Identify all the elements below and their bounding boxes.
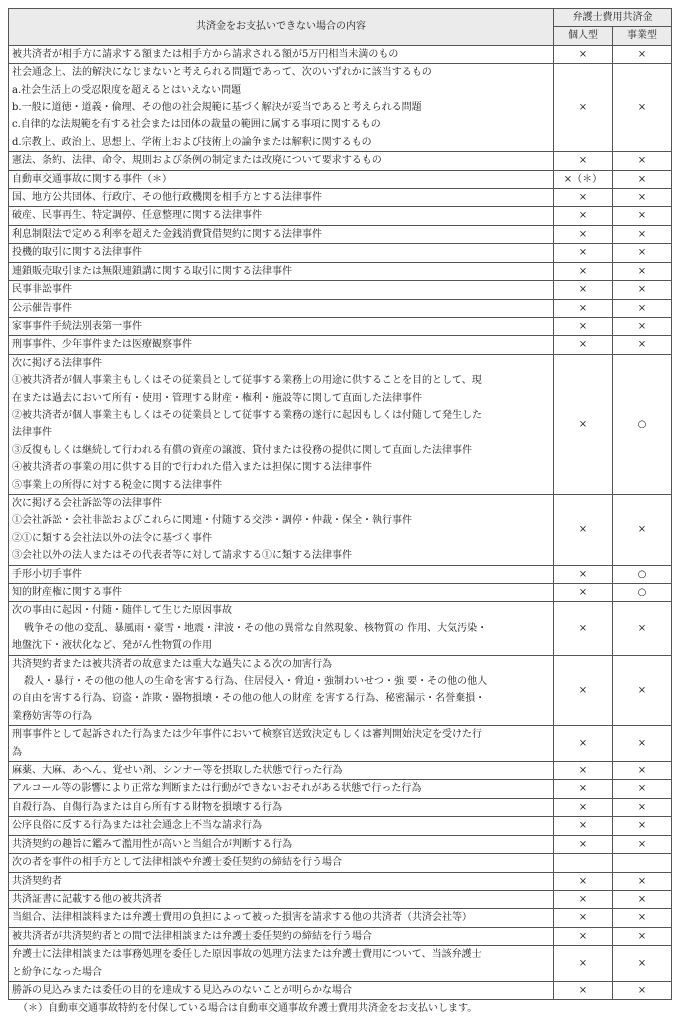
- exclusion-description: [9, 354, 554, 494]
- table-row: [9, 207, 672, 225]
- description-line: 次の事由に起因・付随・随伴して生じた原因事故: [12, 605, 232, 617]
- header-content-column: 共済金をお支払いできない場合の内容: [9, 9, 554, 46]
- table-row: [9, 317, 672, 335]
- business-type-mark: ×: [613, 317, 672, 335]
- business-type-mark: ×: [613, 281, 672, 299]
- table-row: [9, 946, 672, 982]
- description-line: アルコール等の影響により正常な判断または行動ができないおそれがある状態で行った行為: [12, 783, 422, 795]
- exclusion-description: [9, 780, 554, 798]
- description-line: 被共済者が共済契約者との間で法律相談または弁護士委任契約の締結を行う場合: [12, 930, 372, 942]
- description-line: 共済証書に記載する他の被共済者: [12, 893, 162, 905]
- individual-type-mark: ×: [554, 584, 613, 602]
- exclusion-description: [9, 189, 554, 207]
- individual-type-mark: ×: [554, 798, 613, 816]
- table-row: [9, 909, 672, 927]
- exclusion-description: [9, 655, 554, 726]
- description-line: ③会社以外の法人またはその代表者等に対して請求する①に類する法律事件: [12, 550, 352, 562]
- business-type-mark: ×: [613, 299, 672, 317]
- description-line: 刑事事件、少年事件または医療観察事件: [12, 339, 192, 351]
- table-row: [9, 602, 672, 655]
- individual-type-mark: ×: [554, 189, 613, 207]
- exclusion-description: [9, 64, 554, 152]
- table-header: [9, 9, 672, 46]
- exclusion-description: [9, 207, 554, 225]
- description-line: 知的財産権に関する事件: [12, 587, 122, 598]
- exclusion-description: [9, 170, 554, 188]
- exclusion-description: [9, 927, 554, 945]
- business-type-mark: ×: [613, 602, 672, 655]
- description-line: 地盤沈下・液状化など、発がん性物質の作用: [12, 640, 212, 652]
- table-row: [9, 817, 672, 835]
- description-line: c.自律的な法規範を有する社会または団体の裁量の範囲に属する事項に関するもの: [12, 119, 381, 131]
- header-individual-type: 個人型: [554, 27, 613, 45]
- table-row: [9, 281, 672, 299]
- description-line: 在または過去において所有・使用・管理する財産・権利・施設等に関して直面した法律事件: [12, 392, 422, 404]
- business-type-mark: ×: [613, 45, 672, 63]
- description-line: 当組合、法律相談料または弁護士費用の負担によって被った損害を請求する他の共済者（共済会社等）: [12, 912, 472, 924]
- individual-type-mark: ×: [554, 207, 613, 225]
- exclusion-description: [9, 299, 554, 317]
- business-type-mark: ×: [613, 817, 672, 835]
- business-type-mark: ×: [613, 780, 672, 798]
- description-line: 投機的取引に関する法律事件: [12, 247, 142, 259]
- business-type-mark: ○: [613, 565, 672, 583]
- individual-type-mark: ×: [554, 872, 613, 890]
- business-type-mark: ×: [613, 946, 672, 982]
- description-line: 共済契約者または被共済者の故意または重大な過失による次の加害行為: [12, 658, 332, 670]
- business-type-mark: ×: [613, 890, 672, 908]
- business-type-mark: ×: [613, 189, 672, 207]
- description-line: ②被共済者が個人事業主もしくはその従業員として従事する業務の遂行に起因もしくは付随して発生した: [12, 409, 482, 421]
- description-line: 共済契約の趣旨に鑑みて濫用性が高いと当組合が判断する行為: [12, 838, 292, 850]
- individual-type-mark: ×: [554, 45, 613, 63]
- description-line: 公示催告事件: [12, 302, 72, 314]
- description-line: ⑤事業上の所得に対する税金に関する法律事件: [12, 479, 222, 491]
- individual-type-mark: ×: [554, 565, 613, 583]
- table-row: [9, 854, 672, 872]
- description-line: 自動車交通事故に関する事件（＊）: [12, 173, 172, 185]
- individual-type-mark: ×: [554, 281, 613, 299]
- description-line: ④被共済者の事業の用に供する目的で行われた借入または担保に関する法律事件: [12, 462, 372, 474]
- description-line: 連鎖販売取引または無限連鎖講に関する取引に関する法律事件: [12, 265, 292, 277]
- description-line: ①会社訴訟・会社非訟およびこれらに関連・付随する交渉・調停・仲裁・保全・執行事件: [12, 515, 412, 527]
- business-type-mark: ×: [613, 655, 672, 726]
- exclusion-description: [9, 494, 554, 565]
- table-row: [9, 762, 672, 780]
- description-line: と紛争になった場合: [12, 966, 102, 978]
- exclusions-table: [8, 8, 672, 1000]
- business-type-mark: ×: [613, 909, 672, 927]
- exclusion-description: [9, 817, 554, 835]
- individual-type-mark: ×: [554, 762, 613, 780]
- business-type-mark: [613, 854, 672, 872]
- table-row: [9, 152, 672, 170]
- exclusion-description: [9, 946, 554, 982]
- business-type-mark: ×: [613, 726, 672, 762]
- business-type-mark: ×: [613, 152, 672, 170]
- table-row: [9, 927, 672, 945]
- individual-type-mark: ×: [554, 317, 613, 335]
- business-type-mark: ×: [613, 494, 672, 565]
- table-row: [9, 262, 672, 280]
- table-row: [9, 299, 672, 317]
- exclusion-description: [9, 872, 554, 890]
- exclusion-description: [9, 798, 554, 816]
- business-type-mark: ×: [613, 981, 672, 999]
- header-group-lawyer-fee: 弁護士費用共済金: [554, 9, 672, 27]
- individual-type-mark: ×: [554, 835, 613, 853]
- business-type-mark: ○: [613, 584, 672, 602]
- table-row: [9, 189, 672, 207]
- table-row: [9, 890, 672, 908]
- exclusion-description: [9, 726, 554, 762]
- table-row: [9, 655, 672, 726]
- business-type-mark: ×: [613, 207, 672, 225]
- exclusion-description: [9, 565, 554, 583]
- exclusion-description: [9, 762, 554, 780]
- individual-type-mark: ×: [554, 494, 613, 565]
- individual-type-mark: ×: [554, 817, 613, 835]
- description-line: 公序良俗に反する行為または社会通念上不当な請求行為: [12, 820, 262, 832]
- individual-type-mark: ×: [554, 726, 613, 762]
- table-row: [9, 726, 672, 762]
- description-line: 破産、民事再生、特定調停、任意整理に関する法律事件: [12, 210, 262, 222]
- table-row: [9, 170, 672, 188]
- exclusion-description: [9, 45, 554, 63]
- individual-type-mark: ×: [554, 299, 613, 317]
- description-line: 被共済者が相手方に請求する額または相手方から請求される額が5万円相当未満のもの: [12, 48, 399, 60]
- table-row: [9, 584, 672, 602]
- business-type-mark: ×: [613, 64, 672, 152]
- business-type-mark: ○: [613, 354, 672, 494]
- table-row: [9, 45, 672, 63]
- individual-type-mark: ×: [554, 981, 613, 999]
- exclusion-description: [9, 317, 554, 335]
- description-line: ②①に類する会社法以外の法令に基づく事件: [12, 532, 212, 544]
- exclusion-description: [9, 854, 554, 872]
- table-row: [9, 336, 672, 354]
- header-business-type: 事業型: [613, 27, 672, 45]
- description-line: 家事事件手続法別表第一事件: [12, 320, 142, 332]
- table-row: [9, 872, 672, 890]
- description-line: 次に掲げる会社訴訟等の法律事件: [12, 497, 162, 509]
- description-line: 民事非訟事件: [12, 284, 72, 296]
- business-type-mark: ×: [613, 262, 672, 280]
- individual-type-mark: ×: [554, 890, 613, 908]
- business-type-mark: ×: [613, 336, 672, 354]
- individual-type-mark: ×: [554, 225, 613, 243]
- business-type-mark: ×: [613, 225, 672, 243]
- description-line: ①被共済者が個人事業主もしくはその従業員として従事する業務上の用途に供することを目的として、現: [12, 375, 482, 387]
- business-type-mark: ×: [613, 835, 672, 853]
- table-row: [9, 244, 672, 262]
- table-body: [9, 45, 672, 1000]
- individual-type-mark: ×: [554, 244, 613, 262]
- table-row: [9, 780, 672, 798]
- description-line: 手形小切手事件: [12, 568, 82, 580]
- exclusion-description: [9, 909, 554, 927]
- description-line: 憲法、条約、法律、命令、規則および条例の制定または改廃について要求するもの: [12, 155, 382, 167]
- description-line: 次の者を事件の相手方として法律相談や弁護士委任契約の締結を行う場合: [12, 857, 342, 869]
- exclusion-description: [9, 262, 554, 280]
- individual-type-mark: ×: [554, 262, 613, 280]
- description-line: 弁護士に法律相談または事務処理を委任した原因事故の処理方法または弁護士費用について、当該弁護士: [12, 949, 482, 961]
- exclusion-description: [9, 336, 554, 354]
- description-line: の自由を害する行為、窃盗・詐欺・器物損壊・その他の他人の財産 を害する行為、秘密漏示・名誉棄損・: [12, 693, 486, 705]
- individual-type-mark: ×: [554, 946, 613, 982]
- footnote: （＊）自動車交通事故特約を付保している場合は自動車交通事故弁護士費用共済金をお支払いします。: [18, 1003, 478, 1015]
- description-line: 麻薬、大麻、あへん、覚せい剤、シンナー等を摂取した状態で行った行為: [12, 765, 343, 777]
- description-line: 殺人・暴行・その他の他人の生命を害する行為、住居侵入・脅迫・強制わいせつ・強 要・その他の他人: [24, 676, 488, 688]
- table-row: [9, 494, 672, 565]
- exclusions-document: [8, 8, 671, 1017]
- exclusion-description: [9, 281, 554, 299]
- description-line: b.一般に道徳・道義・倫理、その他の社会規範に基づく解決が妥当であると考えられる問題: [12, 102, 422, 114]
- description-line: 戦争その他の変乱、暴風雨・豪雪・地震・津波・その他の異常な自然現象、核物質の 作用、大気汚染・: [24, 622, 488, 634]
- individual-type-mark: ×: [554, 909, 613, 927]
- business-type-mark: ×: [613, 762, 672, 780]
- description-line: 勝訴の見込みまたは委任の目的を達成する見込みのないことが明らかな場合: [12, 984, 352, 996]
- individual-type-mark: [554, 854, 613, 872]
- table-row: [9, 798, 672, 816]
- business-type-mark: ×: [613, 872, 672, 890]
- table-row: [9, 225, 672, 243]
- table-row: [9, 981, 672, 999]
- description-line: 共済契約者: [12, 875, 62, 887]
- individual-type-mark: ×: [554, 64, 613, 152]
- description-line: ③反復もしくは継続して行われる有償の資産の譲渡、貸付または役務の提供に関して直面した法律事件: [12, 444, 472, 456]
- individual-type-mark: ×: [554, 152, 613, 170]
- exclusion-description: [9, 584, 554, 602]
- business-type-mark: ×: [613, 170, 672, 188]
- description-line: 利息制限法で定める利率を超えた金銭消費貸借契約に関する法律事件: [12, 228, 322, 240]
- table-row: [9, 354, 672, 494]
- exclusion-description: [9, 152, 554, 170]
- exclusion-description: [9, 835, 554, 853]
- individual-type-mark: ×（＊）: [554, 170, 613, 188]
- description-line: d.宗教上、政治上、思想上、学術上および技術上の論争または解釈に関するもの: [12, 136, 372, 148]
- description-line: 為: [12, 746, 22, 758]
- table-row: [9, 64, 672, 152]
- business-type-mark: ×: [613, 798, 672, 816]
- description-line: 次に掲げる法律事件: [12, 357, 102, 369]
- individual-type-mark: ×: [554, 354, 613, 494]
- individual-type-mark: ×: [554, 602, 613, 655]
- description-line: 国、地方公共団体、行政庁、その他行政機関を相手方とする法律事件: [12, 192, 322, 204]
- individual-type-mark: ×: [554, 336, 613, 354]
- description-line: 刑事事件として起訴された行為または少年事件において検察官送致決定もしくは審判開始決定を受けた行: [12, 729, 482, 741]
- description-line: 法律事件: [12, 427, 52, 439]
- description-line: 自殺行為、自傷行為または自ら所有する財物を損壊する行為: [12, 801, 282, 813]
- table-row: [9, 565, 672, 583]
- business-type-mark: ×: [613, 244, 672, 262]
- individual-type-mark: ×: [554, 927, 613, 945]
- exclusion-description: [9, 602, 554, 655]
- exclusion-description: [9, 890, 554, 908]
- individual-type-mark: ×: [554, 780, 613, 798]
- business-type-mark: ×: [613, 927, 672, 945]
- table-row: [9, 835, 672, 853]
- description-line: 社会通念上、法的解決になじまないと考えられる問題であって、次のいずれかに該当するもの: [12, 67, 432, 79]
- individual-type-mark: ×: [554, 655, 613, 726]
- description-line: a.社会生活上の受忍限度を超えるとはいえない問題: [12, 84, 242, 96]
- exclusion-description: [9, 981, 554, 999]
- description-line: 業務妨害等の行為: [12, 710, 92, 722]
- exclusion-description: [9, 225, 554, 243]
- exclusion-description: [9, 244, 554, 262]
